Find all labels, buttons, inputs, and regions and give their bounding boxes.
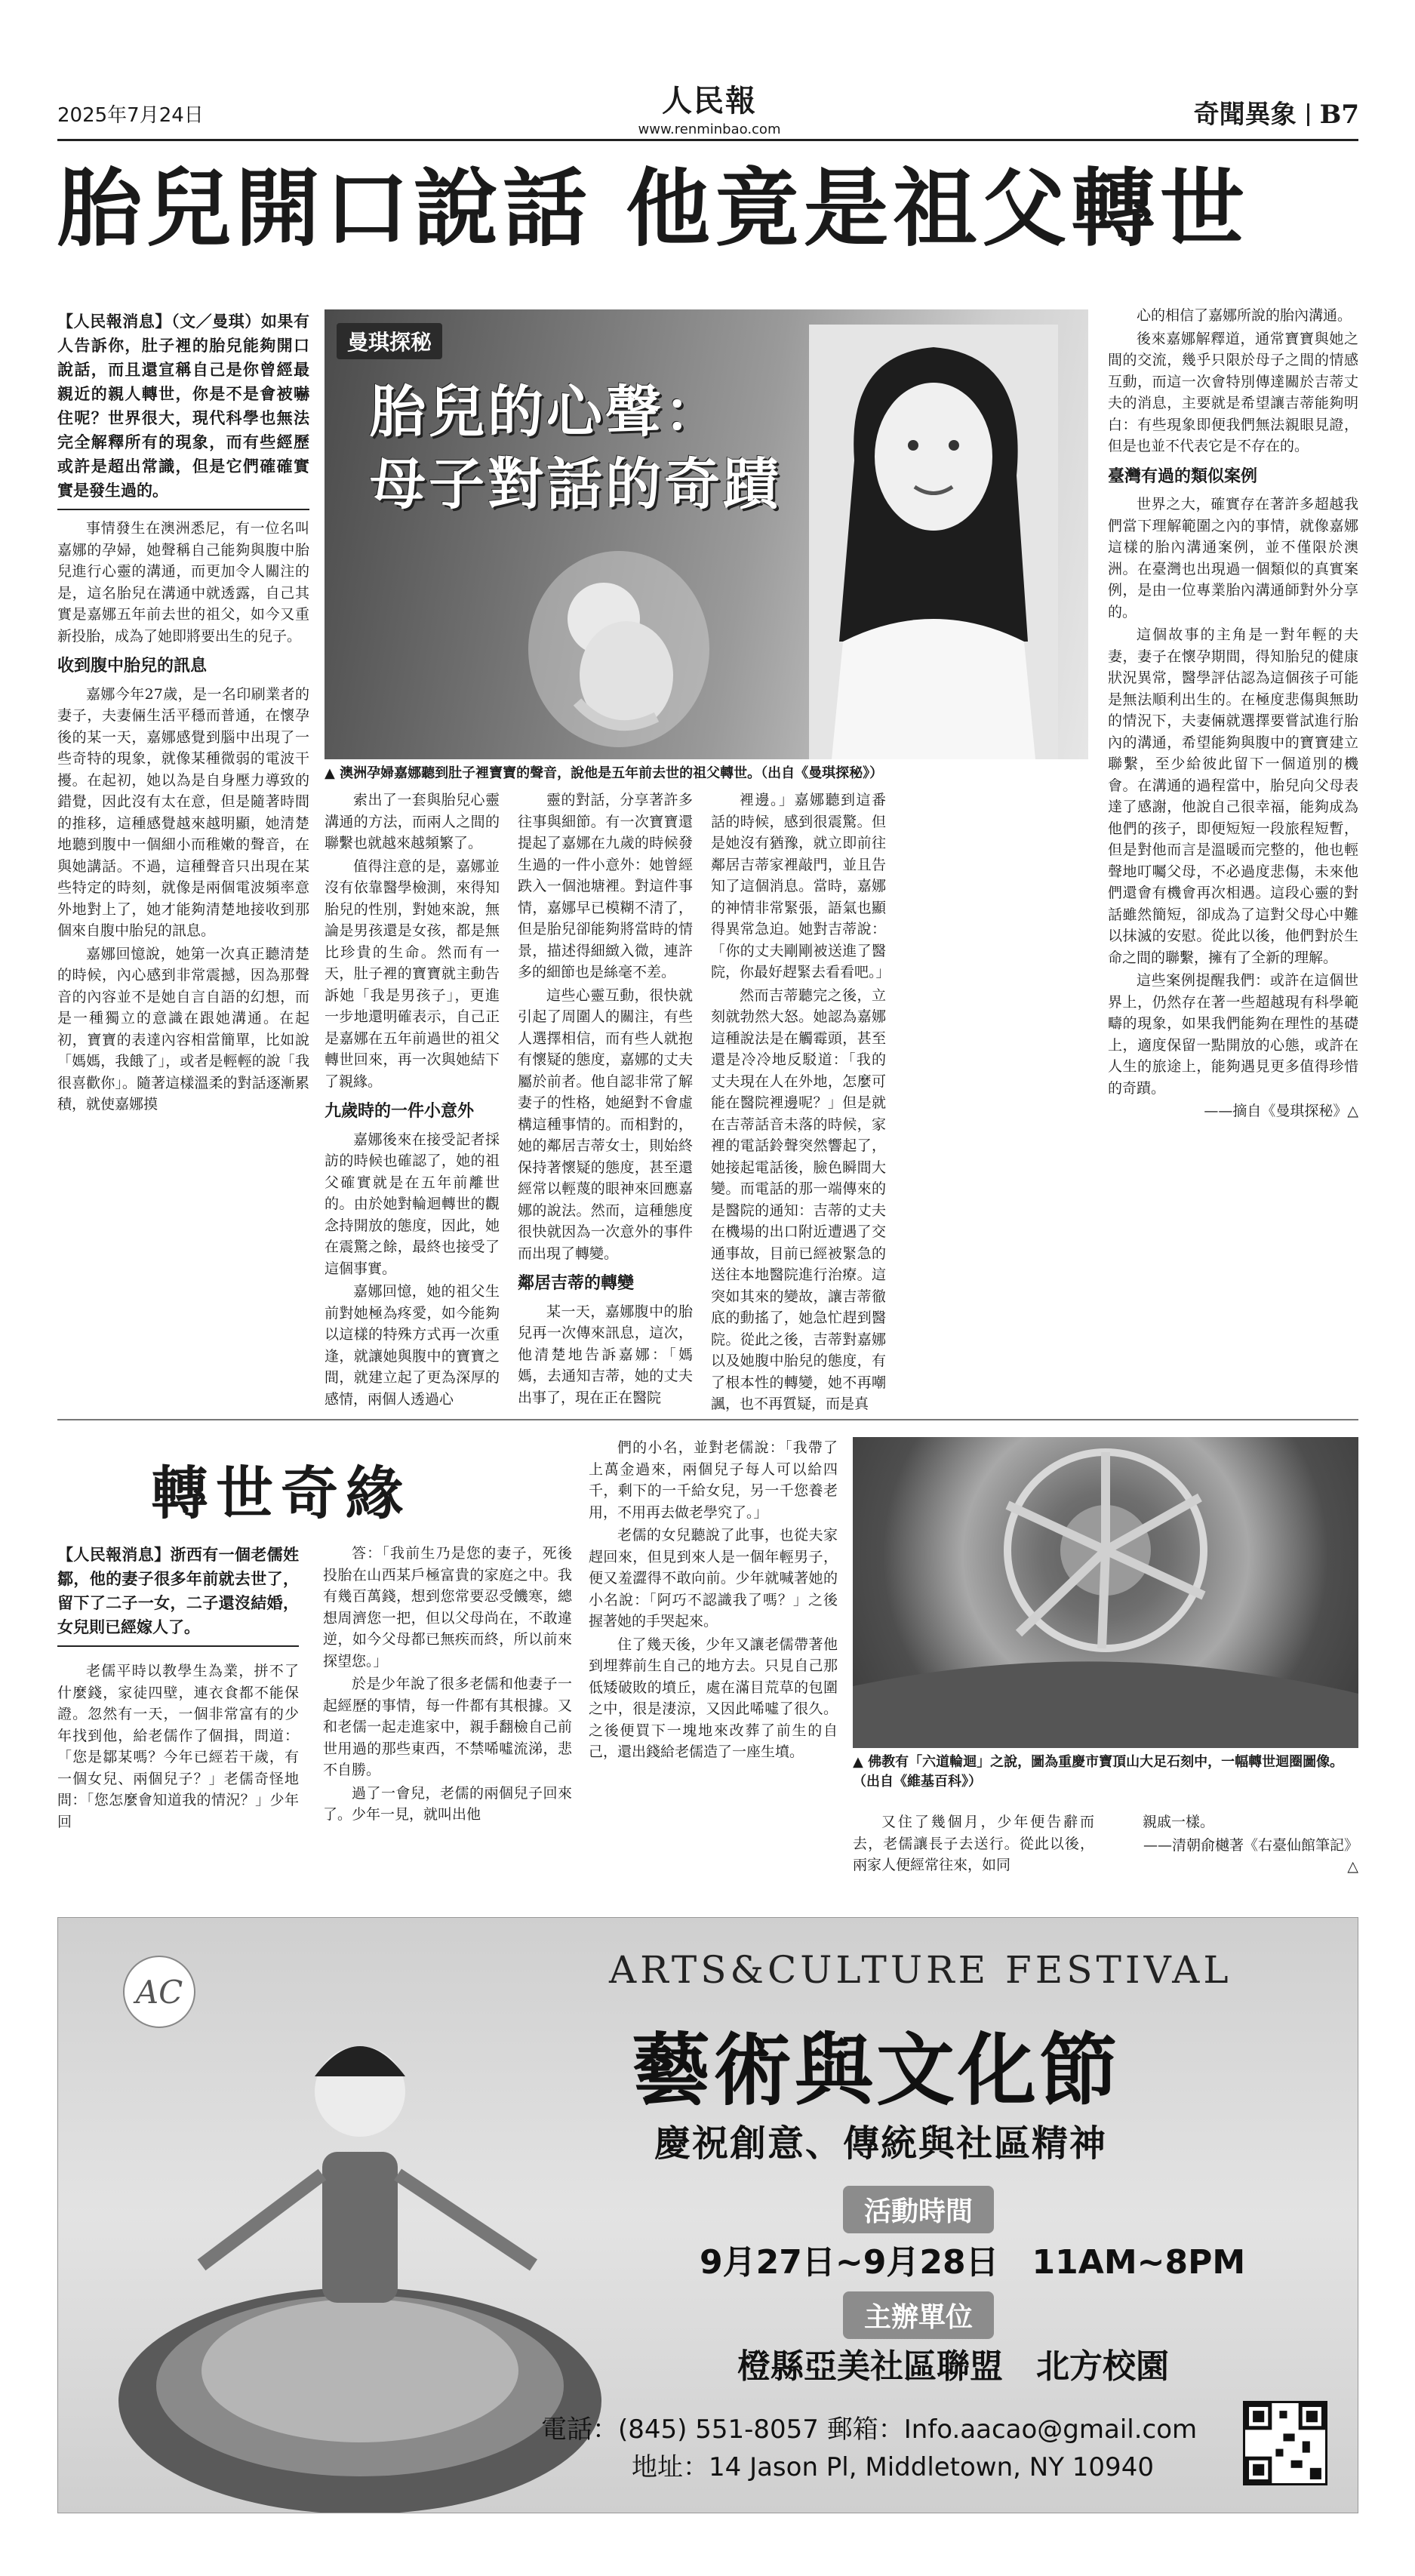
article1-column-5 [1108,305,1358,1124]
paragraph: 靈的對話，分享著許多往事與細節。有一次寶寶還提起了嘉娜在九歲的時候發生過的一件小意外：她曾經跌入一個池塘裡。對這件事情，嘉娜早已模糊不清了，但是胎兒卻能夠將當時的情景，描述得細緻入微，連許多的細節也是絲毫不差。 [518,792,693,980]
article2-column-2 [323,1543,572,1827]
paragraph: 值得注意的是，嘉娜並沒有依靠醫學檢測，來得知胎兒的性別，對她來說，無論是男孩還是女孩，都是無比珍貴的生命。然而有一天，肚子裡的寶寶就主動告訴她「我是男孩子」，更進一步地還明確表示，自己正是嘉娜在五年前過世的祖父轉世回來，再一次與她結下了親緣。 [325,857,500,1090]
qr-code-icon [1243,2401,1327,2485]
paragraph: 後來嘉娜解釋道，通常寶寶與她之間的交流，幾乎只限於母子之間的情感互動，而這一次會特別傳達關於吉蒂丈夫的消息，主要就是希望讓吉蒂能夠明白：有些現象即便我們無法親眼見證，但是也並不代表它是不存在的。 [1108,330,1358,454]
article2-column-5 [1114,1811,1358,1879]
paragraph: 又住了幾個月，少年便告辭而去，老儒讓長子去送行。從此以後，兩家人便經常往來，如同 [853,1814,1094,1873]
article2-headline: 轉世奇緣 [151,1460,411,1527]
page-number: B7 [1319,100,1359,130]
article1-source: ——摘自《曼琪探秘》△ [1204,1103,1358,1119]
festival-advertisement [57,1917,1358,2513]
article2-source: ——清朝俞樾著《右臺仙館筆記》△ [1143,1836,1358,1875]
subheading: 鄰居吉蒂的轉變 [518,1274,635,1293]
paragraph: 然而吉蒂聽完之後，立刻就勃然大怒。她認為嘉娜這種說法是在觸霉頭，甚至還是冷冷地反駁道：「我的丈夫現在人在外地，怎麼可能在醫院裡邊呢？」但是就在吉蒂話音未落的時候，家裡的電話鈴聲突然響起了，她接起電話後，臉色瞬間大變。而電話的那一端傳來的是醫院的通知：吉蒂的丈夫在機場的出口附近遭遇了交通事故，目前已經被緊急的送往本地醫院進行治療。這突如其來的變故，讓吉蒂徹底的動搖了，她急忙趕到醫院。從此之後，吉蒂對嘉娜以及她腹中胎兒的態度，有了根本性的轉變，她不再嘲諷，也不再質疑，而是真 [711,986,886,1412]
article1-column-2 [325,789,500,1411]
paragraph: 嘉娜回憶，她的祖父生前對她極為疼愛，如今能夠以這樣的特殊方式再一次重逢，就讓她與腹中的寶寶之間，就建立起了更為深厚的感情，兩個人透過心 [325,1283,500,1408]
article2-column-1 [57,1543,299,1834]
paragraph: 親戚一樣。 [1143,1814,1215,1830]
article2-column-3 [589,1437,838,1765]
paragraph: 嘉娜今年27歲，是一名印刷業者的妻子，夫妻倆生活平穩而普通，在懷孕後的某一天，嘉娜感覺到腦中出現了一些奇特的現象，就像某種微弱的電波干擾。在起初，她以為是自身壓力導致的錯覺，因此沒有太在意，但是隨著時間的推移，這種感覺越來越明顯，她清楚地聽到腹中一個細小而稚嫩的聲音，在與她講話。不過，這種聲音只出現在某些特定的時刻，就像是兩個電波頻率意外地對上了，她才能夠清楚地接收到那個來自腹中胎兒的訊息。 [57,685,309,939]
article1-column-1 [57,309,309,1117]
article1-lead: 【人民報消息】（文／曼琪）如果有人告訴你，肚子裡的胎兒能夠開口說話，而且還宣稱自己是你曾經最親近的親人轉世，你是不是會被嚇住呢？世界很大，現代科學也無法完全解釋所有的現象，而有些經歷或許是超出常識，但是它們確確實實是發生過的。 [57,309,309,510]
paragraph: 老儒的女兒聽說了此事，也從夫家趕回來，但見到來人是一個年輕男子，便又羞澀得不敢向前。少年就喊著她的小名說：「阿巧不認識我了嗎？」之後握著她的手哭起來。 [589,1527,838,1630]
paragraph: 某一天，嘉娜腹中的胎兒再一次傳來訊息，這次，他清楚地告訴嘉娜：「媽媽，去通知吉蒂，她的丈夫出事了，現在正在醫院 [518,1303,693,1406]
paragraph: 嘉娜回憶說，她第一次真正聽清楚的時候，內心感到非常震撼，因為那聲音的內容並不是她自言自語的幻想，而是一種獨立的意識在跟她溝通。在起初，寶寶的表達內容相當簡單，比如說「媽媽，我餓了」，或者是輕輕的說「我很喜歡你」。隨著這樣溫柔的對話逐漸累積，就使嘉娜摸 [57,945,309,1113]
paragraph: 過了一會兒，老儒的兩個兒子回來了。少年一見，就叫出他 [323,1784,572,1823]
paragraph: 住了幾天後，少年又讓老儒帶著他到埋葬前生自己的地方去。只見自己那低矮破敗的墳丘，處在滿目荒草的包圍之中，很是淒涼，又因此唏噓了很久。之後便買下一塊地來改葬了前生的自己，還出錢給老儒造了一座生墳。 [589,1636,838,1760]
festival-english-title: ARTS&CULTURE FESTIVAL [609,1948,1232,1992]
event-time-label: 活動時間 [843,2186,994,2233]
subheading: 九歲時的一件小意外 [325,1102,475,1121]
header-rule [57,139,1358,141]
article1-photo [325,309,1088,759]
paragraph: 索出了一套與胎兒心靈溝通的方法，而兩人之間的聯繫也就越來越頻繁了。 [325,792,500,851]
photo-title-line-2: 母子對話的奇蹟 [370,452,782,517]
organizer-value: 橙縣亞美社區聯盟 北方校園 [737,2347,1169,2386]
organizer-label: 主辦單位 [843,2291,994,2339]
photo-title-line-1: 胎兒的心聲： [370,380,723,445]
event-time-value: 9月27日~9月28日 11AM~8PM [700,2243,1246,2282]
section-name: 奇聞異象 [1193,100,1297,130]
address-line: 地址：14 Jason Pl, Middletown, NY 10940 [632,2452,1154,2482]
paragraph: 這些案例提醒我們：或許在這個世界上，仍然存在著一些超越現有科學範疇的現象，如果我們能夠在理性的基礎上，適度保留一點開放的心態，或許在人生的旅途上，能夠遇見更多值得珍惜的奇蹟。 [1108,972,1358,1097]
paragraph: 這個故事的主角是一對年輕的夫妻，妻子在懷孕期間，得知胎兒的健康狀況異常，醫學評估認為這個孩子可能是無法順利出生的。在極度悲傷與無助的情況下，夫妻倆就選擇要嘗試進行胎內的溝通，希望能夠與腹中的寶寶建立聯繫，至少給彼此留下一個道別的機會。在溝通的過程當中，胎兒向父母表達了感謝，他說自己很幸福，能夠成為他們的孩子，即便短短一段旅程短暫，但是對他而言是溫暖而完整的，他也輕聲地叮囑父母，不必過度悲傷，未來他們還會有機會再次相遇。這段心靈的對話雖然簡短，卻成為了這對父母心中難以抹滅的安慰。從此以後，他們對於生命之間的聯繫，擁有了全新的理解。 [1108,626,1358,966]
fetus-illustration [506,536,732,759]
festival-chinese-title: 藝術與文化節 [632,2024,1121,2116]
paragraph: 這些心靈互動，很快就引起了周圍人的關注，有些人選擇相信，而有些人就抱有懷疑的態度，嘉娜的丈夫屬於前者。他自認非常了解妻子的性格，她絕對不會虛構這種事情的。而相對的，她的鄰居吉蒂女士，則始終保持著懷疑的態度，甚至還經常以輕蔑的眼神來回應嘉娜的說法。然而，這種態度很快就因為一次意外的事件而出現了轉變。 [518,986,693,1262]
paragraph: 裡邊。」嘉娜聽到這番話的時候，感到很震驚。但是她沒有猶豫，就立即前往鄰居吉蒂家裡敲門，並且告知了這個消息。當時，嘉娜的神情非常緊張，語氣也顯得異常急迫。她對吉蒂說：「你的丈夫剛剛被送進了醫院，你最好趕緊去看看吧。」 [711,792,891,980]
paragraph: 於是少年說了很多老儒和他妻子一起經歷的事情，每一件都有其根據。又和老儒一起走進家中，親手翻檢自己前世用過的那些東西，不禁唏噓流涕，悲不自勝。 [323,1676,572,1778]
masthead-url: www.renminbao.com [638,122,781,137]
photo-title [370,376,782,521]
article2-column-4 [853,1811,1094,1878]
section-label [1194,94,1359,131]
ac-logo: AC [123,1956,195,2028]
newspaper-masthead [619,77,800,137]
paragraph: 嘉娜後來在接受記者採訪的時候也確認了，她的祖父確實就是在五年前離世的。由於她對輪迴轉世的觀念持開放的態度，因此，她在震驚之餘，最終也接受了這個事實。 [325,1131,500,1277]
section-divider [1307,103,1309,126]
article1-column-3 [518,789,693,1410]
contact-line: 電話：(845) 551-8057 郵箱：Info.aacao@gmail.com [541,2414,1198,2445]
paragraph: 心的相信了嘉娜所說的胎內溝通。 [1137,307,1352,324]
subheading: 臺灣有過的類似案例 [1108,466,1258,486]
article1-photo-caption: ▲ 澳洲孕婦嘉娜聽到肚子裡寶寶的聲音，說他是五年前去世的祖父轉世。（出自《曼琪探秘》） [325,765,884,781]
issue-date: 2025年7月24日 [57,104,204,127]
paragraph: 答：「我前生乃是您的妻子，死後投胎在山西某戶極富貴的家庭之中。我有幾百萬錢，想到您常要忍受饑寒，總想周濟您一把，但以父母尚在，不敢違逆，如今父母都已無疾而終，所以前來探望您。」 [323,1545,572,1670]
paragraph: 老儒平時以教學生為業，拼不了什麼錢，家徒四壁，連衣食都不能保證。忽然有一天，一個非常富有的少年找到他，給老儒作了個揖，問道：「您是鄒某嗎？今年已經若干歲，有一個女兒、兩個兒子？」老儒奇怪地問：「您怎麼會知道我的情況？」少年回 [57,1663,299,1830]
article2-lead: 【人民報消息】浙西有一個老儒姓鄒，他的妻子很多年前就去世了，留下了二子一女，二子還沒結婚，女兒則已經嫁人了。 [57,1543,299,1647]
paragraph: 世界之大，確實存在著許多超越我們當下理解範圍之內的事情，就像嘉娜這樣的胎內溝通案例，並不僅限於澳洲。在臺灣也出現過一個類似的真實案例，是由一位專業胎內溝通師對外分享的。 [1108,496,1358,620]
paragraph: 們的小名，並對老儒說：「我帶了上萬金過來，兩個兒子每人可以給四千，剩下的一千給女兒，另一千您養老用，不用再去做老學究了。」 [589,1439,838,1521]
subheading: 收到腹中胎兒的訊息 [57,657,208,676]
masthead-name: 人民報 [662,83,757,118]
festival-subtitle: 慶祝創意、傳統與社區精神 [654,2122,1108,2165]
article1-column-4 [711,789,891,1417]
photo-banner: 曼琪探秘 [337,323,442,359]
article2-photo-caption: ▲ 佛教有「六道輪迴」之說，圖為重慶市寶頂山大足石刻中，一幅轉世迴圈圖像。（出自《維基百科》） [853,1754,1344,1790]
section-rule [57,1419,1358,1420]
paragraph: 事情發生在澳洲悉尼，有一位名叫嘉娜的孕婦，她聲稱自己能夠與腹中胎兒進行心靈的溝通，而更加令人關注的是，這名胎兒在溝通中就透露，自己其實是嘉娜五年前去世的祖父，如今又重新投胎，成為了她即將要出生的兒子。 [57,520,309,645]
article2-photo [853,1437,1358,1748]
woman-portrait [809,325,1058,759]
article1-headline: 胎兒開口說話 他竟是祖父轉世 [57,159,1249,258]
rebirth-wheel-carving [853,1437,1358,1748]
